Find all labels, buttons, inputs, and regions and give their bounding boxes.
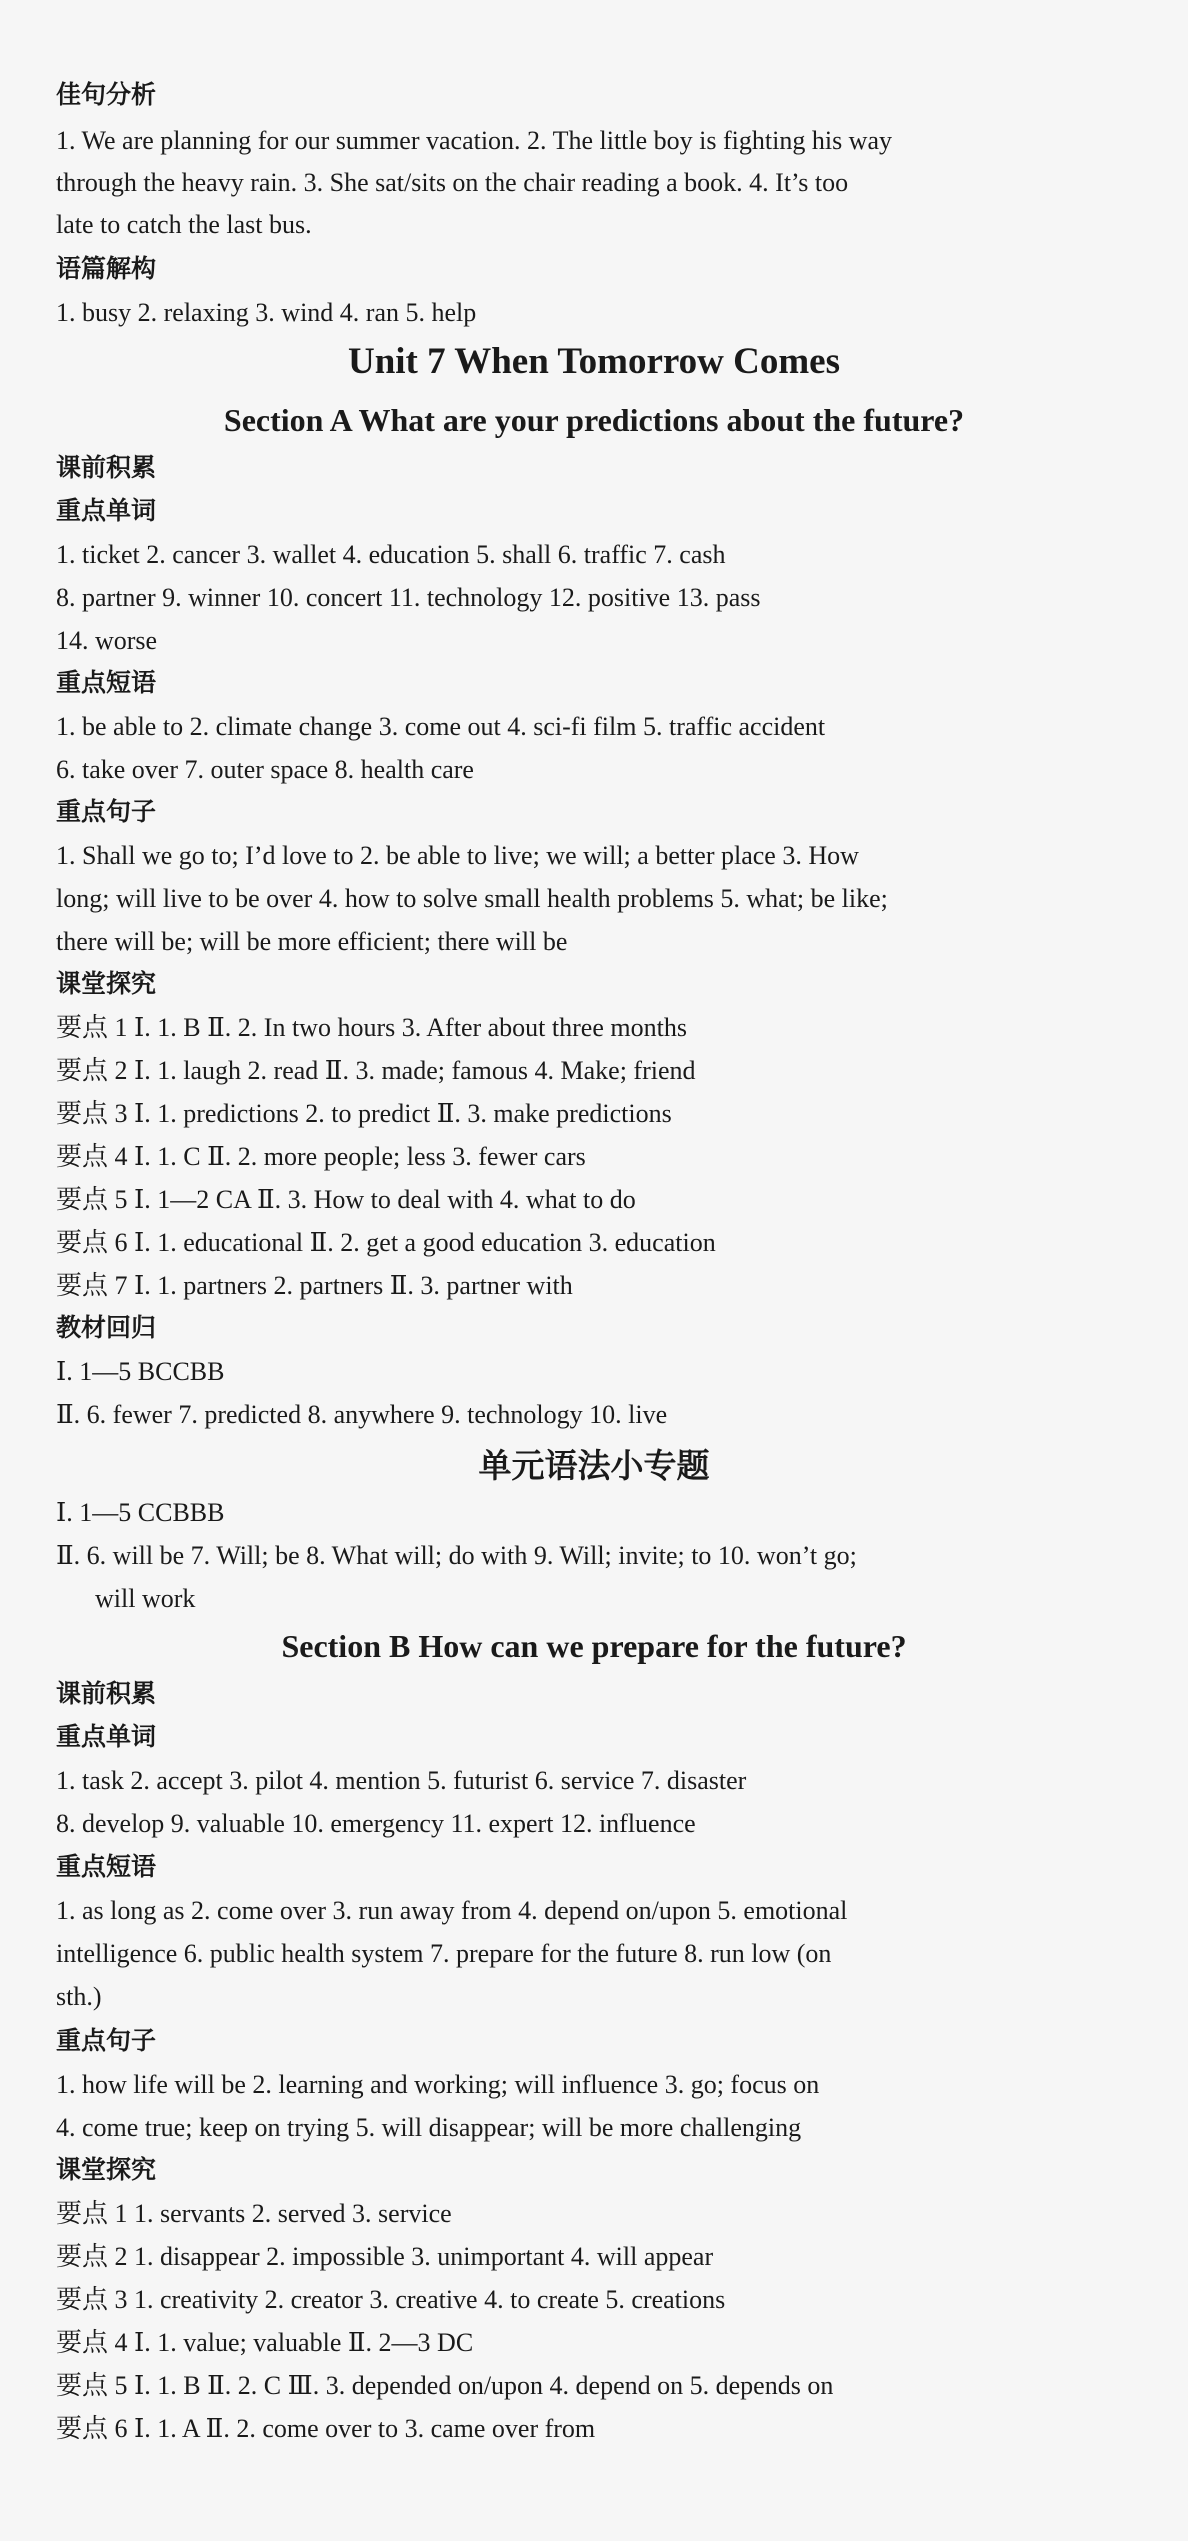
answer-line: through the heavy rain. 3. She sat/sits on the chair reading a book. 4. It’s too (56, 168, 849, 197)
answer-line: 要点 3 Ⅰ. 1. predictions 2. to predict Ⅱ. 3. make predictions (56, 1099, 672, 1128)
section-heading: 重点单词 (56, 1722, 157, 1751)
section-heading: 课堂探究 (56, 969, 157, 998)
answer-line: 8. partner 9. winner 10. concert 11. technology 12. positive 13. pass (56, 583, 761, 612)
answer-line: 1. ticket 2. cancer 3. wallet 4. education 5. shall 6. traffic 7. cash (56, 540, 726, 569)
unit-title: Unit 7 When Tomorrow Comes (347, 341, 840, 382)
answer-line: 1. be able to 2. climate change 3. come out 4. sci-fi film 5. traffic accident (56, 712, 826, 741)
answer-line: late to catch the last bus. (56, 210, 312, 239)
section-heading: 语篇解构 (56, 254, 157, 283)
answer-line: there will be; will be more efficient; there will be (56, 927, 568, 956)
answer-line: 要点 2 Ⅰ. 1. laugh 2. read Ⅱ. 3. made; famous 4. Make; friend (56, 1056, 696, 1085)
answer-line: 1. busy 2. relaxing 3. wind 4. ran 5. help (56, 298, 477, 327)
answer-line: 要点 7 Ⅰ. 1. partners 2. partners Ⅱ. 3. partner with (56, 1271, 573, 1300)
answer-line: Ⅰ. 1—5 BCCBB (56, 1357, 225, 1386)
section-heading: 课前积累 (56, 453, 157, 482)
section-heading: 课堂探究 (56, 2155, 157, 2184)
section-heading: 重点单词 (56, 496, 157, 525)
section-heading: 重点短语 (56, 668, 157, 697)
section-heading: 佳句分析 (56, 80, 157, 109)
answer-line: 1. how life will be 2. learning and working; will influence 3. go; focus on (56, 2070, 820, 2099)
answer-line: Ⅱ. 6. fewer 7. predicted 8. anywhere 9. technology 10. live (56, 1400, 668, 1429)
grammar-topic-title: 单元语法小专题 (478, 1446, 710, 1485)
answer-line: 1. We are planning for our summer vacation. 2. The little boy is fighting his way (56, 126, 892, 155)
answer-line: 要点 2 1. disappear 2. impossible 3. unimportant 4. will appear (56, 2242, 714, 2271)
answer-line: Ⅰ. 1—5 CCBBB (56, 1498, 225, 1527)
answer-line: long; will live to be over 4. how to solve small health problems 5. what; be like; (56, 884, 888, 913)
answer-line: 1. task 2. accept 3. pilot 4. mention 5. futurist 6. service 7. disaster (56, 1766, 747, 1795)
answer-line: 要点 1 Ⅰ. 1. B Ⅱ. 2. In two hours 3. After about three months (56, 1013, 687, 1042)
answer-line: 要点 6 Ⅰ. 1. A Ⅱ. 2. come over to 3. came over from (56, 2414, 596, 2443)
section-heading: 重点句子 (56, 797, 157, 826)
section-heading: 课前积累 (56, 1679, 157, 1708)
answer-line: 8. develop 9. valuable 10. emergency 11. expert 12. influence (56, 1809, 696, 1838)
answer-line: 要点 3 1. creativity 2. creator 3. creative 4. to create 5. creations (56, 2285, 726, 2314)
answer-line: Ⅱ. 6. will be 7. Will; be 8. What will; do with 9. Will; invite; to 10. won’t go; (56, 1541, 857, 1570)
answer-line: 要点 5 Ⅰ. 1. B Ⅱ. 2. C Ⅲ. 3. depended on/upon 4. depend on 5. depends on (56, 2371, 834, 2400)
section-heading: 教材回归 (56, 1313, 157, 1342)
answer-line: 4. come true; keep on trying 5. will disappear; will be more challenging (56, 2113, 802, 2142)
answer-line: 1. as long as 2. come over 3. run away from 4. depend on/upon 5. emotional (56, 1896, 848, 1925)
answer-line: sth.) (56, 1982, 102, 2011)
section-title: Section B How can we prepare for the future? (281, 1628, 907, 1664)
answer-line: 要点 5 Ⅰ. 1—2 CA Ⅱ. 3. How to deal with 4. what to do (56, 1185, 636, 1214)
section-heading: 重点短语 (56, 1852, 157, 1881)
section-title: Section A What are your predictions about the future? (223, 402, 965, 438)
answer-line: 6. take over 7. outer space 8. health care (56, 755, 474, 784)
answer-line: 14. worse (56, 626, 158, 655)
answer-line: 要点 6 Ⅰ. 1. educational Ⅱ. 2. get a good education 3. education (56, 1228, 716, 1257)
answer-line: 要点 1 1. servants 2. served 3. service (56, 2199, 452, 2228)
answer-line: 要点 4 Ⅰ. 1. value; valuable Ⅱ. 2—3 DC (56, 2328, 474, 2357)
answer-line: intelligence 6. public health system 7. prepare for the future 8. run low (on (56, 1939, 832, 1968)
answer-line-continued: will work (95, 1584, 196, 1613)
answer-line: 要点 4 Ⅰ. 1. C Ⅱ. 2. more people; less 3. fewer cars (56, 1142, 586, 1171)
section-heading: 重点句子 (56, 2026, 157, 2055)
answer-line: 1. Shall we go to; I’d love to 2. be able to live; we will; a better place 3. How (56, 841, 859, 870)
